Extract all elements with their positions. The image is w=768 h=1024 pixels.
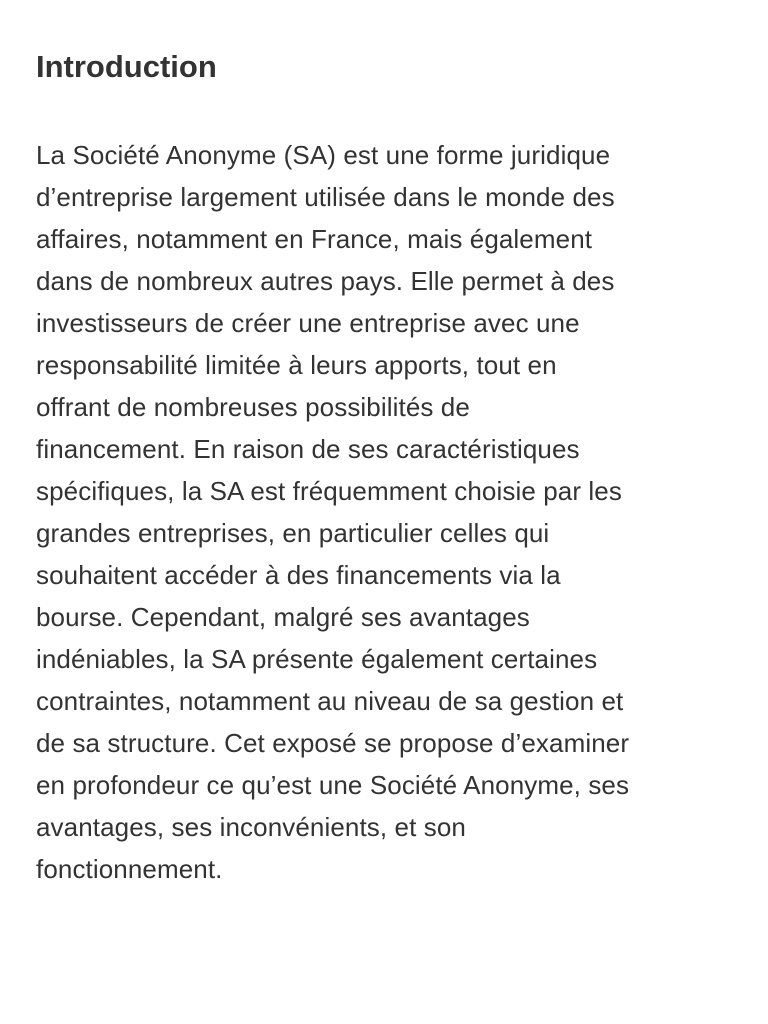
document-article (36, 44, 736, 890)
section-heading: Introduction (36, 49, 217, 84)
intro-paragraph: La Société Anonyme (SA) est une forme juridique d’entreprise largement utilisée dans le monde des affaires, notamment en France, mais également dans de nombreux autres pays. Elle permet à des investisseurs de créer une entreprise avec une responsabilité limitée à leurs apports, tout en offrant de nombreuses possibilités de financement. En raison de ses caractéristiques spécifiques, la SA est fréquemment choisie par les grandes entreprises, en particulier celles qui souhaitent accéder à des financements via la bourse. Cependant, malgré ses avantages indéniables, la SA présente également certaines contraintes, notamment au niveau de sa gestion et de sa structure. Cet exposé se propose d’examiner en profondeur ce qu’est une Société Anonyme, ses avantages, ses inconvénients, et son fonctionnement. (36, 140, 630, 884)
